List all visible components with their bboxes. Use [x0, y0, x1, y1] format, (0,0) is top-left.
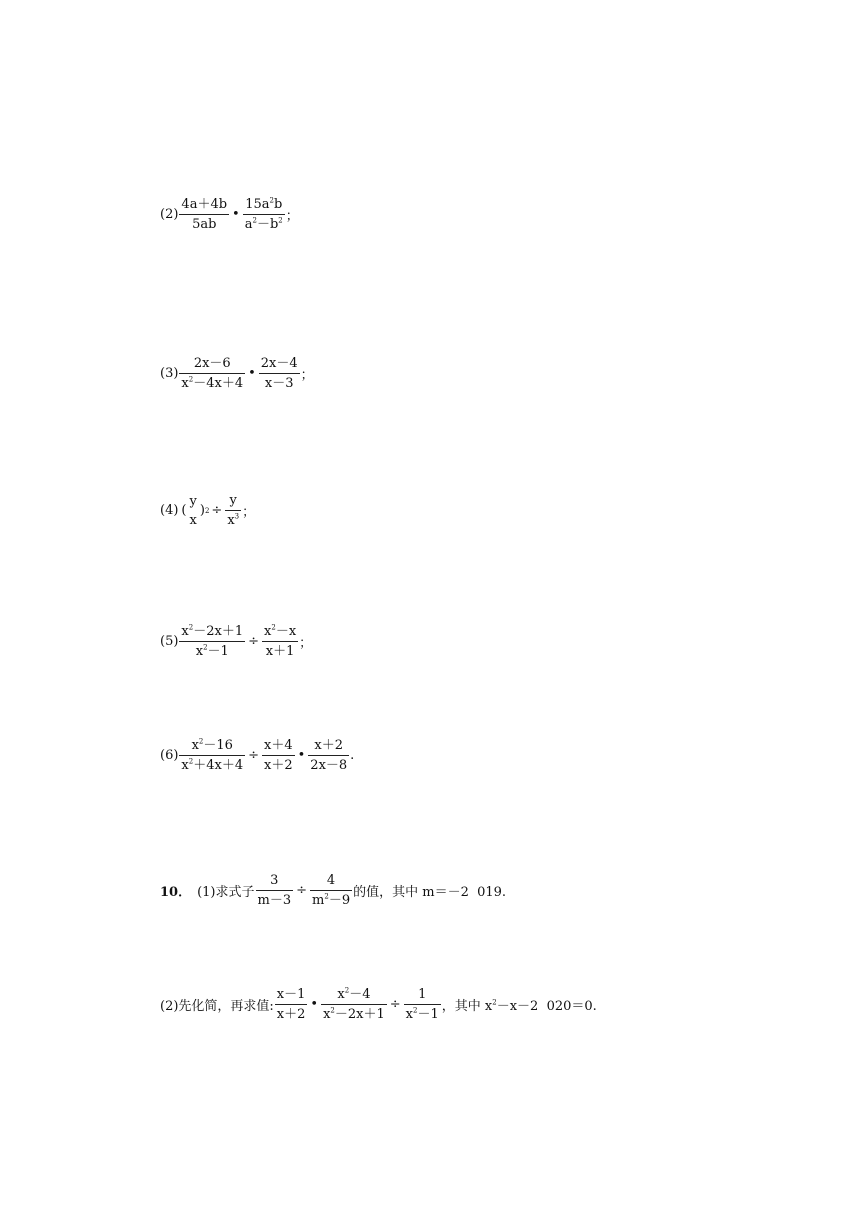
term: x	[195, 644, 204, 659]
term: b	[273, 197, 283, 212]
denominator	[179, 756, 245, 773]
term: －x－2 020＝0.	[496, 999, 597, 1014]
punctuation: ；	[300, 368, 314, 383]
denominator	[225, 511, 241, 528]
exponent: 2	[278, 216, 283, 225]
fraction	[243, 197, 285, 232]
denominator	[243, 215, 285, 232]
term: －b	[256, 217, 279, 232]
exponent: 2	[188, 623, 194, 632]
term: －16	[203, 738, 233, 753]
term: ＋4x＋4	[193, 758, 244, 773]
numerator	[179, 738, 245, 756]
left-paren: (	[181, 503, 187, 518]
fraction	[188, 494, 199, 528]
exponent: 2	[492, 998, 497, 1007]
term: －4	[349, 987, 371, 1002]
divide-sign: ÷	[211, 503, 223, 518]
numerator: 2x－6	[179, 356, 245, 374]
problem-3	[160, 356, 314, 391]
exponent: 2	[203, 643, 208, 652]
numerator: 4	[310, 873, 352, 891]
term: x	[264, 624, 272, 639]
exponent: 2	[188, 375, 194, 384]
divide-sign: ÷	[248, 748, 260, 763]
problem-5	[160, 624, 312, 659]
numerator: 2x－4	[259, 356, 300, 374]
numerator: 3	[256, 873, 294, 891]
term: x	[227, 513, 235, 528]
exponent: 2	[324, 892, 329, 901]
denominator: x＋1	[265, 644, 295, 659]
term: x	[181, 758, 189, 773]
denominator	[321, 1005, 387, 1022]
problem-label: (2)	[160, 207, 179, 222]
numerator	[321, 987, 387, 1005]
numerator: y	[225, 493, 241, 511]
numerator	[179, 624, 245, 642]
denominator: 2x－8	[310, 758, 348, 773]
exponent: 2	[198, 737, 204, 746]
fraction	[179, 738, 245, 773]
exponent: 2	[188, 757, 194, 766]
denominator: 5ab	[192, 217, 217, 232]
problem-label: (4)	[160, 503, 179, 518]
fraction	[262, 738, 295, 773]
question-10-part-1	[160, 873, 506, 908]
term: ，其中 x	[441, 999, 493, 1014]
numerator: y	[189, 493, 197, 509]
multiply-dot: •	[232, 207, 240, 222]
numerator: 4a＋4b	[179, 197, 229, 215]
term: －4x＋4	[193, 376, 244, 391]
term: x	[181, 376, 189, 391]
fraction	[262, 624, 298, 659]
exponent: 2	[252, 216, 257, 225]
numerator: x＋4	[262, 738, 295, 756]
right-paren: )	[199, 503, 205, 518]
term: －9	[328, 893, 351, 908]
problem-label: (2)先化简，再求值:	[160, 999, 274, 1014]
condition-text	[442, 995, 597, 1014]
numerator	[262, 624, 298, 642]
term: m	[312, 893, 325, 908]
denominator: m－3	[257, 893, 292, 908]
denominator: x＋2	[264, 758, 293, 773]
fraction	[321, 987, 387, 1022]
term: －2x＋1	[193, 624, 244, 639]
term: 15a	[245, 197, 270, 212]
term: －1	[417, 1007, 439, 1022]
question-10-part-2	[160, 987, 597, 1022]
term: x	[337, 987, 345, 1002]
denominator: x－3	[264, 376, 294, 391]
divide-sign: ÷	[248, 634, 260, 649]
problem-label: (1)求式子	[197, 885, 255, 900]
punctuation: ；	[299, 636, 313, 651]
term: －2x＋1	[334, 1007, 385, 1022]
numerator	[243, 197, 285, 215]
exponent: 2	[413, 1006, 418, 1015]
term: －x	[275, 624, 297, 639]
divide-sign: ÷	[296, 883, 308, 898]
problem-label: (5)	[160, 634, 179, 649]
denominator: x	[189, 512, 197, 528]
problem-2	[160, 197, 299, 232]
numerator: x－1	[275, 987, 308, 1005]
denominator	[310, 891, 352, 908]
exponent: 2	[344, 986, 350, 995]
term: x	[191, 738, 199, 753]
fraction	[179, 624, 245, 659]
fraction	[310, 873, 352, 908]
fraction	[179, 356, 245, 391]
fraction	[259, 356, 300, 391]
denominator	[194, 642, 231, 659]
exponent: 2	[269, 196, 274, 205]
denominator: x＋2	[276, 1007, 306, 1022]
term: －1	[207, 644, 229, 659]
denominator	[404, 1005, 441, 1022]
exponent: 2	[330, 1006, 335, 1015]
fraction	[275, 987, 308, 1022]
punctuation: ；	[285, 209, 299, 224]
term: x	[405, 1007, 414, 1022]
fraction	[225, 493, 241, 528]
punctuation: ；	[242, 505, 256, 520]
term: x	[323, 1007, 331, 1022]
punctuation: .	[350, 748, 355, 763]
problem-label: (6)	[160, 748, 179, 763]
exponent: 2	[271, 623, 276, 632]
denominator	[179, 374, 245, 391]
problem-label: (3)	[160, 366, 179, 381]
divide-sign: ÷	[389, 997, 401, 1012]
term: x	[181, 624, 189, 639]
multiply-dot: •	[248, 366, 256, 381]
numerator: 1	[404, 987, 441, 1005]
question-number: 10．	[160, 885, 192, 900]
term: a	[244, 217, 253, 232]
fraction	[308, 738, 349, 773]
fraction	[404, 987, 441, 1022]
problem-6	[160, 738, 354, 773]
fraction	[256, 873, 294, 908]
multiply-dot: •	[310, 997, 319, 1012]
condition-text: 的值，其中 m＝－2 019.	[353, 885, 507, 900]
problem-4: (4) ( y x ) 2 ÷ $\frac{y}{x^3}$ ；	[160, 493, 256, 528]
exponent: 3	[234, 512, 240, 521]
fraction	[179, 197, 229, 232]
numerator: x＋2	[308, 738, 349, 756]
multiply-dot: •	[297, 748, 306, 763]
